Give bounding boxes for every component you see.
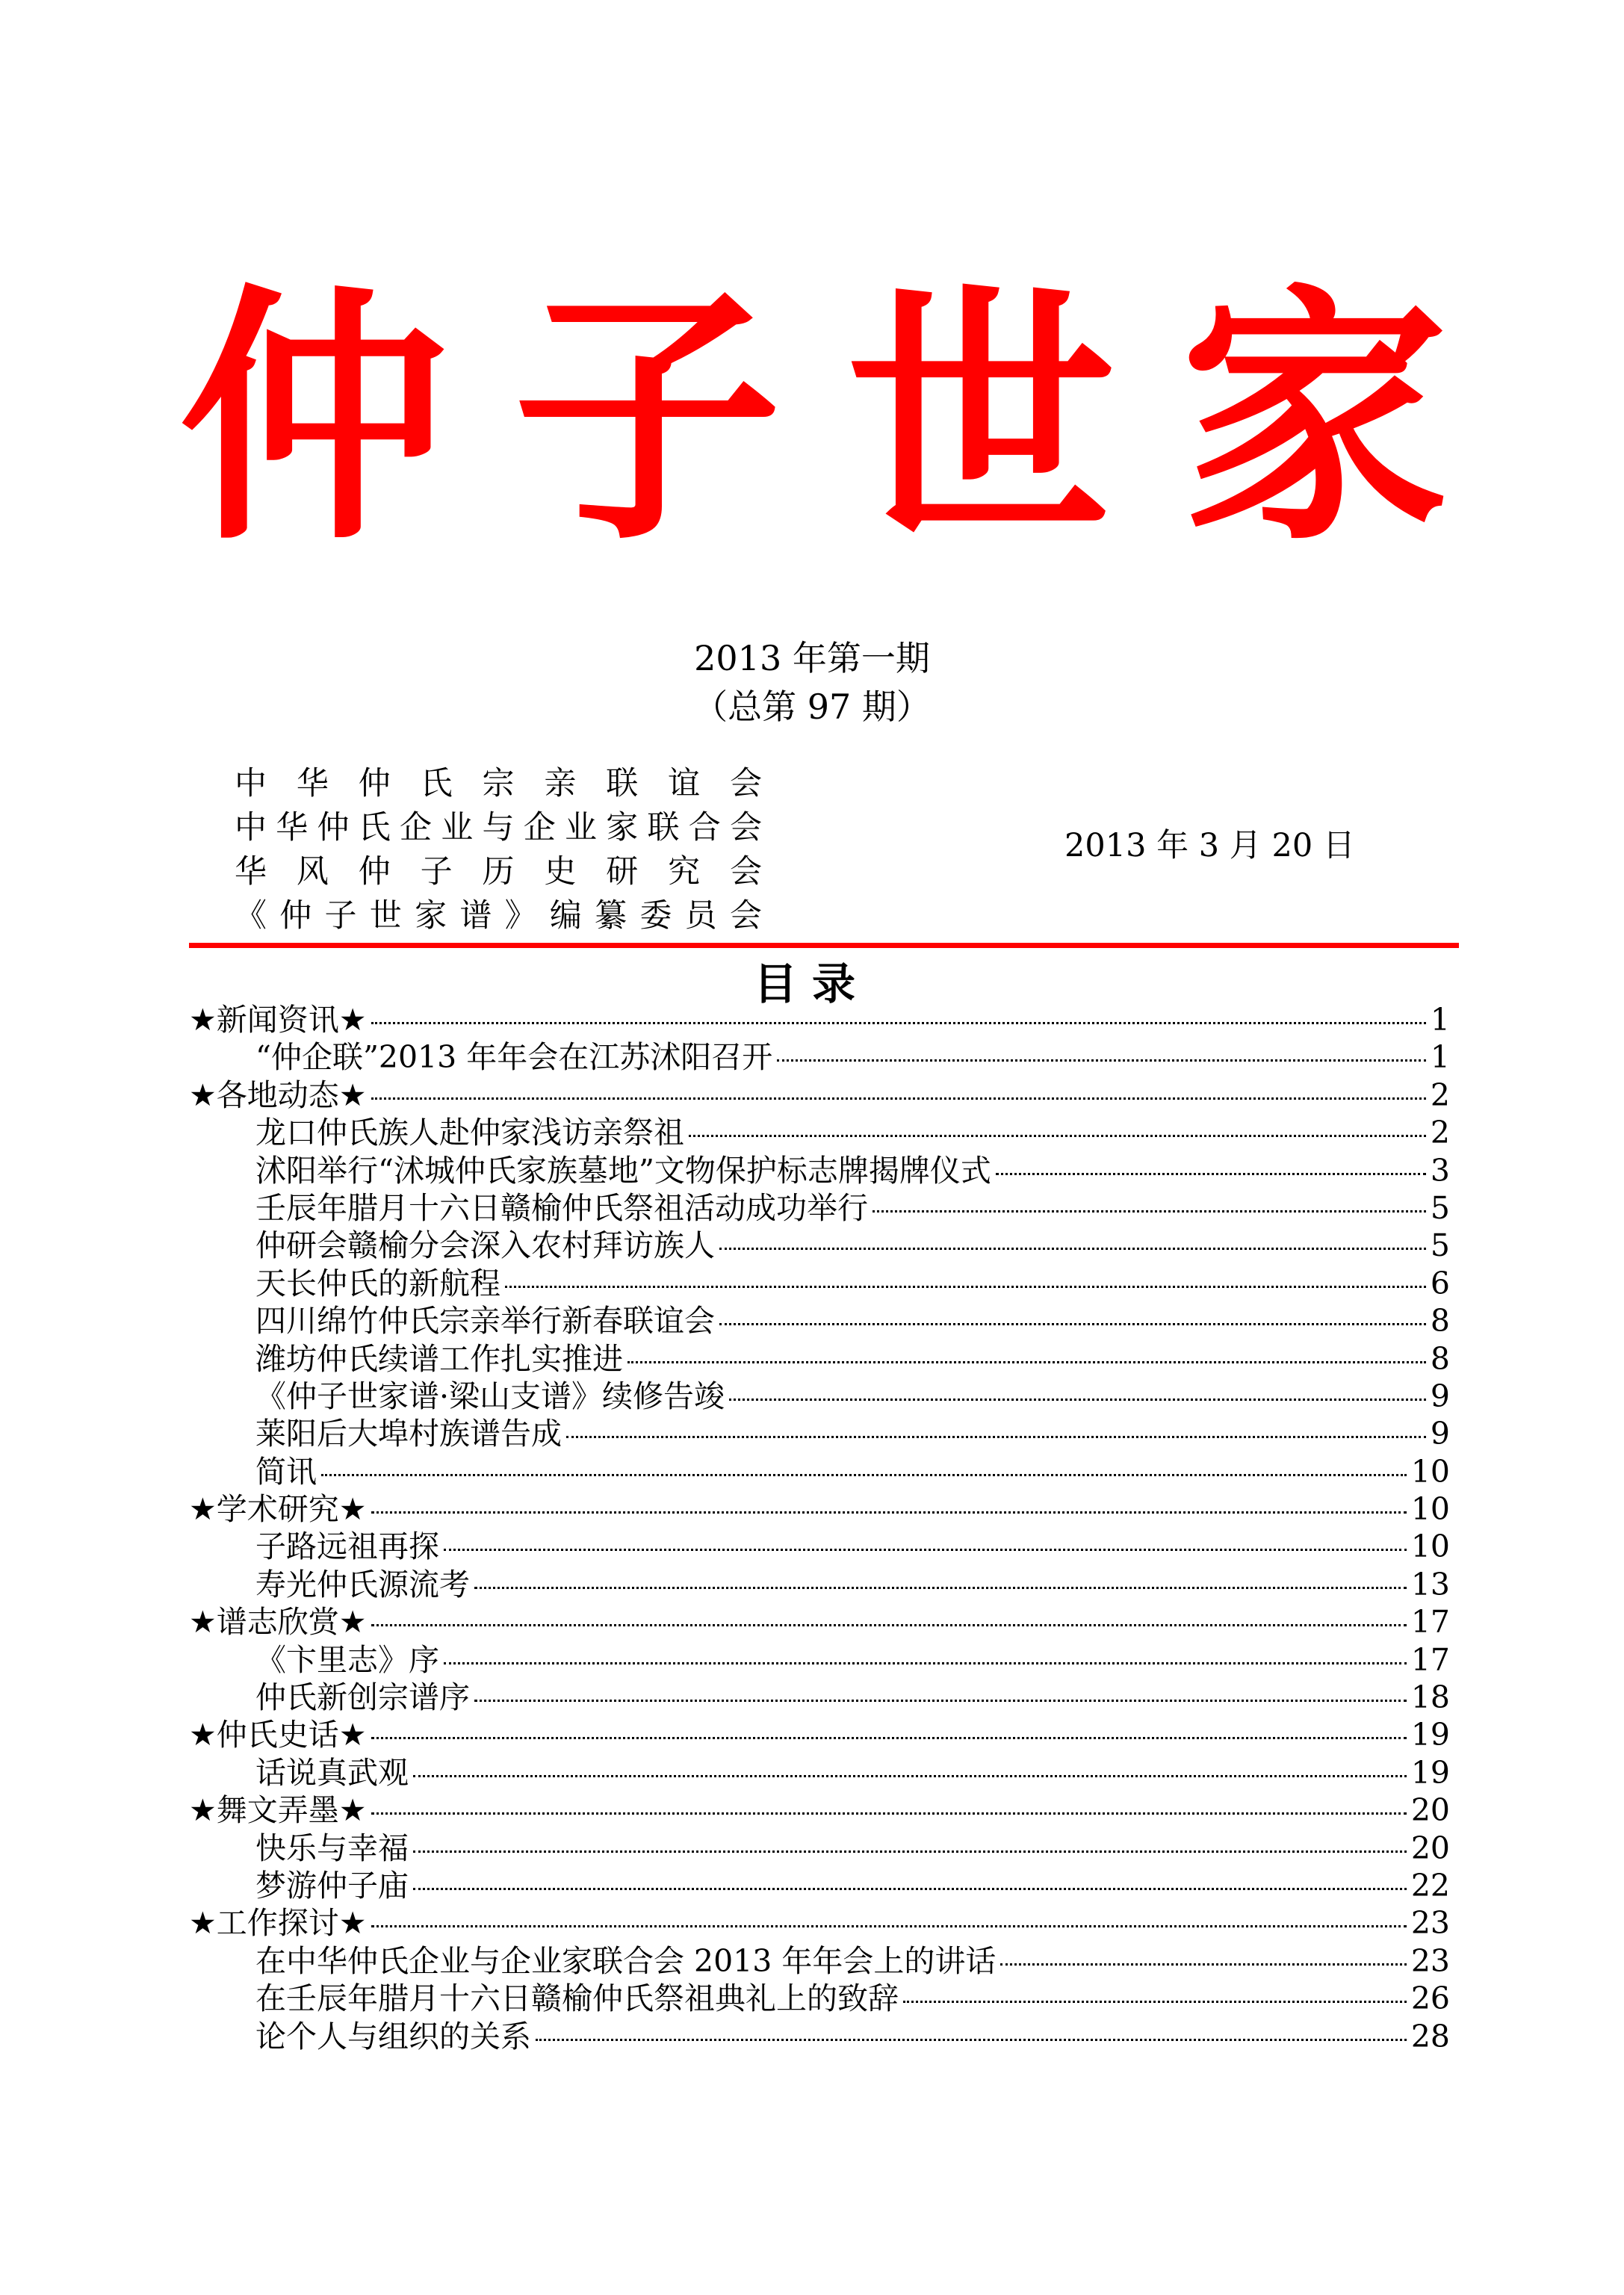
org-char: 世 xyxy=(369,897,402,935)
toc-label: ★学术研究★ xyxy=(189,1491,367,1528)
toc-entry[interactable] xyxy=(189,1453,1450,1490)
toc-heading: 目录 xyxy=(753,958,870,1009)
org-char: 《 xyxy=(235,897,267,935)
dot-leader xyxy=(413,1888,1407,1890)
toc-label: 沭阳举行“沭城仲氏家族墓地”文物保护标志牌揭牌仪式 xyxy=(255,1152,991,1189)
org-char: 仲 xyxy=(317,809,350,846)
dot-leader xyxy=(996,1173,1426,1175)
org-char: 史 xyxy=(544,853,577,891)
org-char: 氏 xyxy=(420,765,453,802)
toc-page-number: 22 xyxy=(1410,1867,1450,1904)
dot-leader xyxy=(474,1700,1407,1702)
dot-leader xyxy=(903,2001,1407,2003)
toc-page-number: 13 xyxy=(1410,1566,1450,1602)
org-char: 研 xyxy=(606,853,639,891)
dot-leader xyxy=(371,1812,1407,1815)
toc-label: 天长仲氏的新航程 xyxy=(255,1265,500,1301)
toc-page-number: 10 xyxy=(1410,1529,1450,1565)
toc-entry[interactable] xyxy=(189,1679,1450,1716)
dot-leader xyxy=(689,1135,1426,1137)
toc-entry[interactable] xyxy=(189,1340,1450,1378)
dot-leader xyxy=(371,1737,1407,1739)
toc-page-number: 9 xyxy=(1430,1378,1450,1414)
org-char: 企 xyxy=(400,809,432,846)
toc-label: 论个人与组织的关系 xyxy=(255,2018,531,2054)
issue-number: 2013 年第一期 xyxy=(694,638,930,678)
toc-label: 《卞里志》序 xyxy=(255,1641,439,1678)
masthead-char: 世 xyxy=(846,260,1116,576)
issue-total: （总第 97 期） xyxy=(693,687,931,727)
toc-entry[interactable] xyxy=(189,1980,1450,2017)
toc-label: 仲研会赣榆分会深入农村拜访族人 xyxy=(255,1227,715,1264)
toc-label: 在壬辰年腊月十六日赣榆仲氏祭祖典礼上的致辞 xyxy=(255,1980,899,2017)
toc-entry[interactable] xyxy=(189,1641,1450,1679)
toc-label: 话说真武观 xyxy=(255,1754,409,1791)
toc-section[interactable] xyxy=(189,1603,1450,1641)
org-char: 氏 xyxy=(358,809,391,846)
toc-page-number: 19 xyxy=(1410,1717,1450,1753)
org-char: 会 xyxy=(730,853,762,891)
toc-entry[interactable] xyxy=(189,1152,1450,1189)
dot-leader xyxy=(777,1059,1426,1062)
org-char: 会 xyxy=(730,765,762,802)
dot-leader xyxy=(566,1436,1426,1438)
org-char: 子 xyxy=(324,897,357,935)
org-char: 家 xyxy=(415,897,447,935)
toc-label: ★仲氏史话★ xyxy=(189,1717,367,1753)
org-name xyxy=(235,762,762,806)
dot-leader xyxy=(371,1097,1426,1100)
toc-entry[interactable] xyxy=(189,1867,1450,1904)
toc-label: ★谱志欣赏★ xyxy=(189,1604,367,1641)
toc-entry[interactable] xyxy=(189,1415,1450,1452)
red-divider xyxy=(189,943,1459,948)
toc-label: 四川绵竹仲氏宗亲举行新春联谊会 xyxy=(255,1303,715,1339)
toc-page-number: 2 xyxy=(1430,1115,1450,1151)
org-char: 与 xyxy=(482,809,515,846)
org-char: 业 xyxy=(441,809,474,846)
toc-page-number: 17 xyxy=(1410,1641,1450,1678)
toc-entry[interactable] xyxy=(189,1038,1450,1076)
masthead-title xyxy=(179,260,1449,576)
dot-leader xyxy=(627,1361,1426,1363)
toc-entry[interactable] xyxy=(189,1189,1450,1227)
toc-page-number: 28 xyxy=(1410,2018,1450,2054)
dot-leader xyxy=(321,1474,1407,1476)
toc-label: 《仲子世家谱·梁山支谱》续修告竣 xyxy=(255,1378,725,1414)
org-char: 子 xyxy=(420,853,453,891)
toc-page-number: 17 xyxy=(1410,1604,1450,1641)
org-char: 业 xyxy=(565,809,597,846)
toc-entry[interactable] xyxy=(189,1378,1450,1415)
toc-entry[interactable] xyxy=(189,1114,1450,1151)
dot-leader xyxy=(536,2039,1407,2041)
org-char: 仲 xyxy=(358,853,391,891)
toc-label: “仲企联”2013 年年会在江苏沭阳召开 xyxy=(255,1039,773,1076)
toc-label: ★新闻资讯★ xyxy=(189,1002,367,1038)
org-char: 企 xyxy=(523,809,556,846)
publish-date: 2013 年 3 月 20 日 xyxy=(1064,827,1355,864)
org-char: 谱 xyxy=(459,897,492,935)
toc-page-number: 6 xyxy=(1430,1265,1450,1301)
toc-page-number: 10 xyxy=(1410,1491,1450,1528)
toc-entry[interactable] xyxy=(189,1942,1450,1980)
dot-leader xyxy=(873,1210,1426,1212)
dot-leader xyxy=(413,1775,1407,1777)
toc-label: 快乐与幸福 xyxy=(255,1830,409,1866)
toc-page-number: 10 xyxy=(1410,1453,1450,1490)
org-char: 家 xyxy=(606,809,639,846)
masthead-char: 家 xyxy=(1180,260,1449,576)
org-char: 联 xyxy=(647,809,680,846)
table-of-contents xyxy=(189,1001,1450,2055)
org-char: 宗 xyxy=(482,765,515,802)
org-char: 委 xyxy=(639,897,672,935)
org-char: 》 xyxy=(504,897,537,935)
dot-leader xyxy=(474,1587,1407,1589)
org-char: 仲 xyxy=(358,765,391,802)
toc-label: 在中华仲氏企业与企业家联合会 2013 年年会上的讲话 xyxy=(255,1942,997,1979)
toc-section[interactable] xyxy=(189,1001,1450,1038)
toc-page-number: 5 xyxy=(1430,1189,1450,1226)
toc-entry[interactable] xyxy=(189,2018,1450,2055)
masthead-char: 子 xyxy=(512,260,782,576)
toc-page-number: 19 xyxy=(1410,1754,1450,1791)
org-char: 会 xyxy=(730,809,762,846)
toc-section[interactable] xyxy=(189,1077,1450,1114)
toc-entry[interactable] xyxy=(189,1227,1450,1264)
toc-label: 子路远祖再探 xyxy=(255,1529,439,1565)
dot-leader xyxy=(729,1399,1426,1401)
toc-page-number: 1 xyxy=(1430,1039,1450,1076)
toc-page-number: 20 xyxy=(1410,1830,1450,1866)
publisher-orgs xyxy=(235,762,762,938)
org-char: 华 xyxy=(276,809,309,846)
toc-section[interactable] xyxy=(189,1791,1450,1829)
org-name xyxy=(235,894,762,938)
toc-label: 简讯 xyxy=(255,1453,317,1490)
toc-page-number: 18 xyxy=(1410,1679,1450,1716)
dot-leader xyxy=(444,1662,1407,1664)
toc-page-number: 9 xyxy=(1430,1416,1450,1452)
toc-label: 仲氏新创宗谱序 xyxy=(255,1679,470,1716)
toc-entry[interactable] xyxy=(189,1265,1450,1302)
org-char: 历 xyxy=(482,853,515,891)
toc-entry[interactable] xyxy=(189,1528,1450,1565)
toc-section[interactable] xyxy=(189,1716,1450,1753)
dot-leader xyxy=(413,1850,1407,1853)
toc-label: 莱阳后大埠村族谱告成 xyxy=(255,1416,562,1452)
dot-leader xyxy=(371,1022,1426,1024)
toc-page-number: 3 xyxy=(1430,1152,1450,1189)
org-char: 华 xyxy=(235,853,267,891)
org-char: 华 xyxy=(296,765,329,802)
org-char: 联 xyxy=(606,765,639,802)
toc-page-number: 8 xyxy=(1430,1303,1450,1339)
org-name xyxy=(235,806,762,850)
org-char: 究 xyxy=(668,853,701,891)
toc-section[interactable] xyxy=(189,1490,1450,1528)
toc-entry[interactable] xyxy=(189,1830,1450,1867)
toc-page-number: 2 xyxy=(1430,1077,1450,1113)
toc-label: 龙口仲氏族人赴仲家浅访亲祭祖 xyxy=(255,1115,684,1151)
masthead-char: 仲 xyxy=(179,260,448,576)
toc-label: 梦游仲子庙 xyxy=(255,1867,409,1904)
dot-leader xyxy=(719,1323,1426,1325)
toc-entry[interactable] xyxy=(189,1566,1450,1603)
org-name xyxy=(235,850,762,894)
toc-page-number: 26 xyxy=(1410,1980,1450,2017)
toc-page-number: 23 xyxy=(1410,1905,1450,1942)
toc-section[interactable] xyxy=(189,1904,1450,1942)
org-char: 合 xyxy=(688,809,721,846)
dot-leader xyxy=(371,1925,1407,1927)
toc-entry[interactable] xyxy=(189,1302,1450,1339)
toc-page-number: 1 xyxy=(1430,1002,1450,1038)
dot-leader xyxy=(371,1624,1407,1626)
toc-page-number: 8 xyxy=(1430,1340,1450,1377)
toc-page-number: 23 xyxy=(1410,1942,1450,1979)
org-char: 亲 xyxy=(544,765,577,802)
dot-leader xyxy=(444,1549,1407,1551)
org-char: 会 xyxy=(729,897,762,935)
toc-label: 寿光仲氏源流考 xyxy=(255,1566,470,1602)
toc-entry[interactable] xyxy=(189,1754,1450,1791)
dot-leader xyxy=(719,1248,1426,1250)
org-char: 纂 xyxy=(595,897,627,935)
org-char: 员 xyxy=(684,897,717,935)
dot-leader xyxy=(505,1286,1426,1288)
org-char: 仲 xyxy=(279,897,312,935)
org-char: 编 xyxy=(549,897,582,935)
org-char: 谊 xyxy=(668,765,701,802)
org-char: 中 xyxy=(235,809,267,846)
dot-leader xyxy=(371,1511,1407,1514)
toc-label: 壬辰年腊月十六日赣榆仲氏祭祖活动成功举行 xyxy=(255,1189,868,1226)
toc-label: ★工作探讨★ xyxy=(189,1905,367,1942)
toc-label: ★舞文弄墨★ xyxy=(189,1792,367,1829)
org-char: 风 xyxy=(296,853,329,891)
dot-leader xyxy=(1000,1963,1406,1966)
toc-label: 潍坊仲氏续谱工作扎实推进 xyxy=(255,1340,623,1377)
toc-page-number: 20 xyxy=(1410,1792,1450,1829)
org-char: 中 xyxy=(235,765,267,802)
toc-label: ★各地动态★ xyxy=(189,1077,367,1113)
toc-page-number: 5 xyxy=(1430,1227,1450,1264)
